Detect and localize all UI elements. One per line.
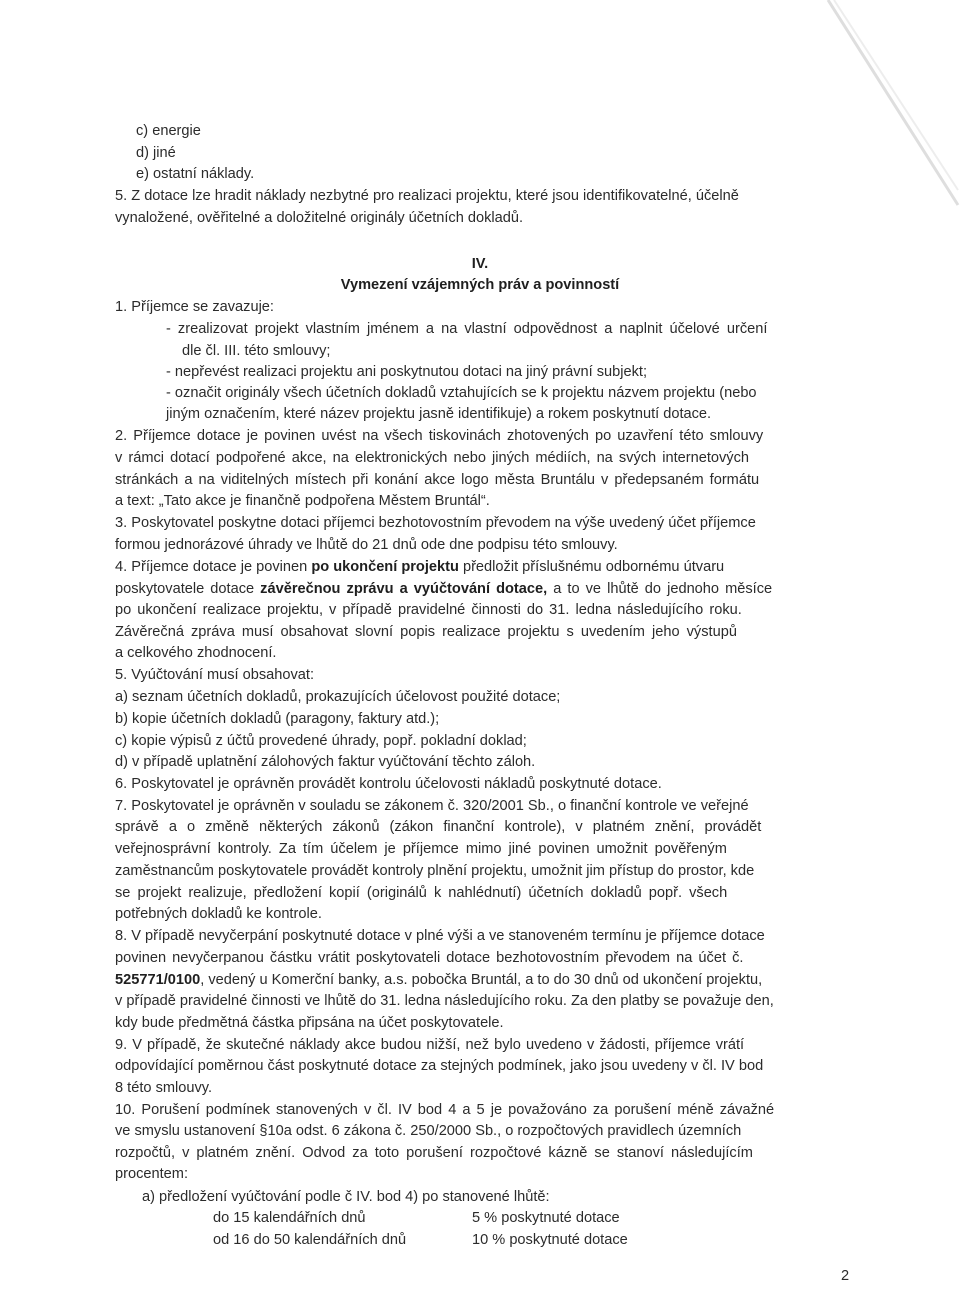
penalty-rate-1: 5 % poskytnuté dotace — [472, 1210, 620, 1226]
paragraph-4-line3: po ukončení realizace projektu, v případě pravidelné činnosti do 31. ledna následujícího roku. — [115, 602, 742, 618]
penalty-period-1: do 15 kalendářních dnů — [213, 1210, 366, 1226]
section-number: IV. — [471, 256, 489, 272]
paragraph-7-line4: zaměstnancům poskytovatele provádět kontroly plnění projektu, umožnit jim přístup do prostor, kde — [115, 863, 755, 879]
paragraph-9-line1: 9. V případě, že skutečné náklady akce budou nižší, než bylo uvedeno v žádosti, příjemce vrátí — [115, 1037, 745, 1053]
paragraph-5b-item-d: d) v případě uplatnění zálohových faktur vyúčtování těchto záloh. — [115, 754, 536, 770]
penalty-period-2: od 16 do 50 kalendářních dnů — [213, 1232, 407, 1248]
obligation-1-bullet3: - označit originály všech účetních dokladů vztahujících se k projektu názvem projektu (nebo — [166, 385, 757, 401]
paragraph-5b-lead: 5. Vyúčtování musí obsahovat: — [115, 667, 315, 683]
paragraph-5b-item-b: b) kopie účetních dokladů (paragony, faktury atd.); — [115, 711, 440, 727]
paragraph-9-line2: odpovídající poměrnou část poskytnuté dotace za stejných podmínek, jako jsou uvedeny v čl. IV bod — [115, 1058, 764, 1074]
paragraph-2-line2: v rámci dotací podpořené akce, na elektronických nebo jiných médiích, na svých internetových — [115, 450, 750, 466]
paragraph-10a: a) předložení vyúčtování podle č IV. bod 4) po stanovené lhůtě: — [142, 1189, 550, 1205]
paragraph-7-line1: 7. Poskytovatel je oprávněn v souladu se zákonem č. 320/2001 Sb., o finanční kontrole ve veřejné — [115, 798, 749, 814]
paragraph-2-line4: a text: „Tato akce je finančně podpořena Městem Bruntál“. — [115, 493, 490, 509]
paragraph-8-line1: 8. V případě nevyčerpání poskytnuté dotace v plné výši a ve stanoveném termínu je příjemce dotace — [115, 928, 765, 944]
paragraph-2-line3: stránkách a na viditelných místech při konání akce logo města Bruntálu v předepsaném formátu — [115, 472, 760, 488]
list-item-ostatni: e) ostatní náklady. — [136, 166, 255, 182]
scan-edge-shadow — [820, 0, 960, 210]
page-number: 2 — [841, 1268, 850, 1284]
paragraph-5b-item-c: c) kopie výpisů z účtů provedené úhrady, popř. pokladní doklad; — [115, 733, 527, 749]
list-item-jine: d) jiné — [136, 145, 176, 161]
obligation-1-bullet1-cont: dle čl. III. této smlouvy; — [182, 343, 331, 359]
paragraph-7-line5: se projekt realizuje, předložení kopií (originálů k nahlédnutí) účetních dokladů popř. všech — [115, 885, 728, 901]
paragraph-10-line4: procentem: — [115, 1166, 189, 1182]
obligation-1-bullet2: - nepřevést realizaci projektu ani poskytnutou dotaci na jiný právní subjekt; — [166, 364, 648, 380]
paragraph-7-line6: potřebných dokladů ke kontrole. — [115, 906, 322, 922]
paragraph-3-line1: 3. Poskytovatel poskytne dotaci příjemci bezhotovostním převodem na výše uvedený účet příjemce — [115, 515, 756, 531]
paragraph-10-line1: 10. Porušení podmínek stanovených v čl. IV bod 4 a 5 je považováno za porušení méně závažné — [115, 1102, 775, 1118]
paragraph-3-line2: formou jednorázové úhrady ve lhůtě do 21 dnů ode dne podpisu této smlouvy. — [115, 537, 618, 553]
paragraph-5-line1: 5. Z dotace lze hradit náklady nezbytné pro realizaci projektu, které jsou identifikovatelné, účelně — [115, 188, 739, 204]
paragraph-4-line4: Závěrečná zpráva musí obsahovat slovní popis realizace projektu s uvedením jeho výstupů — [115, 624, 737, 640]
paragraph-5-line2: vynaložené, ověřitelné a doložitelné originály účetních dokladů. — [115, 210, 524, 226]
paragraph-10-line3: rozpočtů, v platném znění. Odvod za toto porušení rozpočtové kázně se stanoví následujícím — [115, 1145, 753, 1161]
paragraph-8-line3: 525771/0100, vedený u Komerční banky, a.s. pobočka Bruntál, a to do 30 dnů od ukončení projektu, — [115, 972, 763, 988]
paragraph-2-line1: 2. Příjemce dotace je povinen uvést na všech tiskovinách zhotovených po uzavření této smlouvy — [115, 428, 764, 444]
paragraph-4-line5: a celkového zhodnocení. — [115, 645, 277, 661]
paragraph-4-line2: poskytovatele dotace závěrečnou zprávu a vyúčtování dotace, a to ve lhůtě do jednoho měsíce — [115, 581, 773, 597]
paragraph-7-line3: veřejnosprávní kontroly. Za tím účelem je příjemce mimo jiné povinen umožnit pověřeným — [115, 841, 727, 857]
obligation-1-bullet3-cont: jiným označením, které název projektu jasně identifikuje) a rokem poskytnutí dotace. — [166, 406, 712, 422]
paragraph-4-line1: 4. Příjemce dotace je povinen po ukončení projektu předložit příslušnému odbornému útvaru — [115, 559, 725, 575]
paragraph-10-line2: ve smyslu ustanovení §10a odst. 6 zákona č. 250/2000 Sb., o rozpočtových pravidlech územních — [115, 1123, 742, 1139]
obligation-1-lead: 1. Příjemce se zavazuje: — [115, 299, 274, 315]
paragraph-7-line2: správě a o změně některých zákonů (zákon finanční kontrole), v platném znění, provádět — [115, 819, 762, 835]
paragraph-5b-item-a: a) seznam účetních dokladů, prokazujících účelovost použité dotace; — [115, 689, 561, 705]
bank-account-number: 525771/0100 — [115, 972, 201, 988]
paragraph-9-line3: 8 této smlouvy. — [115, 1080, 213, 1096]
paragraph-8-line2: povinen nevyčerpanou částku vrátit poskytovateli dotace bezhotovostním převodem na účet č. — [115, 950, 744, 966]
list-item-energie: c) energie — [136, 123, 201, 139]
paragraph-8-line4: v případě pravidelné činnosti ve lhůtě do 31. ledna následujícího roku. Za den platby se považuje den, — [115, 993, 774, 1009]
paragraph-6: 6. Poskytovatel je oprávněn provádět kontrolu účelovosti nákladů poskytnuté dotace. — [115, 776, 662, 792]
penalty-rate-2: 10 % poskytnuté dotace — [472, 1232, 628, 1248]
section-title: Vymezení vzájemných práv a povinností — [340, 277, 620, 293]
obligation-1-bullet1: - zrealizovat projekt vlastním jménem a na vlastní odpovědnost a naplnit účelové určení — [166, 321, 768, 337]
paragraph-8-line5: kdy bude předmětná částka připsána na účet poskytovatele. — [115, 1015, 504, 1031]
